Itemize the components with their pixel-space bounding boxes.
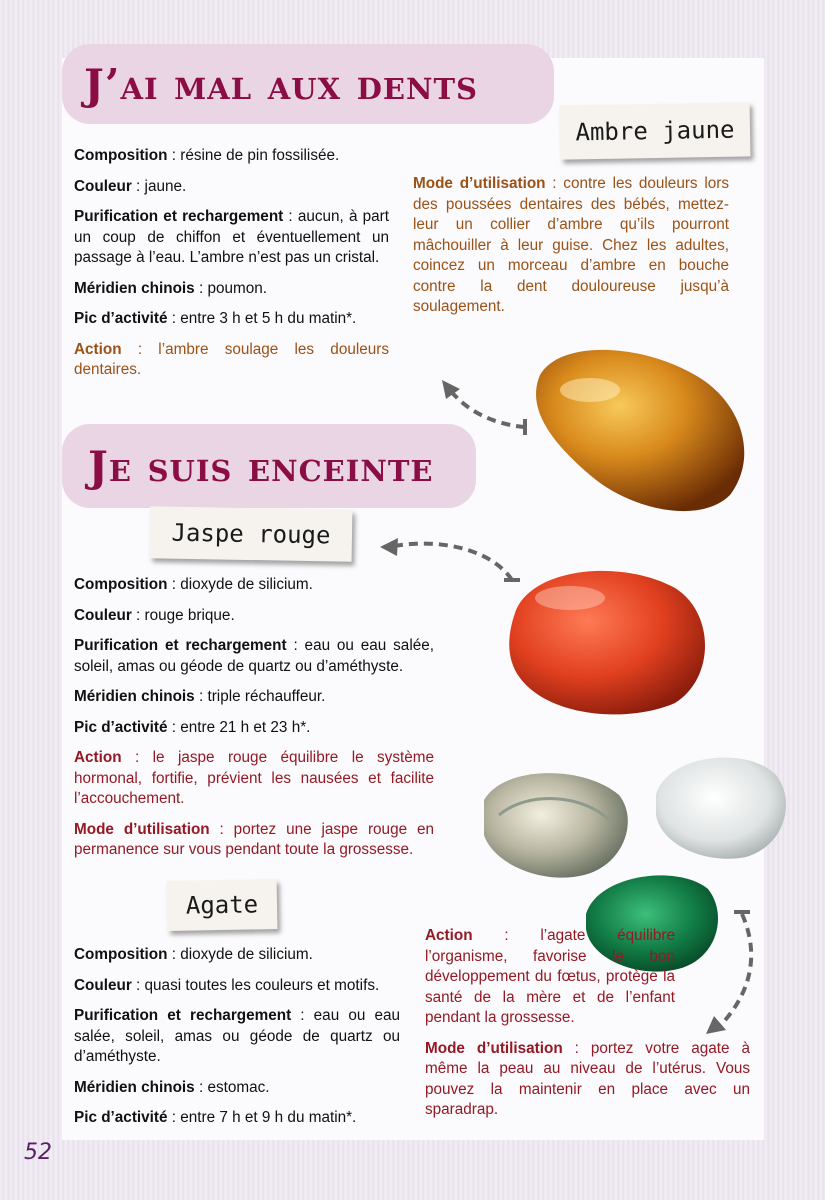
composition-line: Composition : dioxyde de silicium. — [74, 576, 313, 593]
color-line: Couleur : jaune. — [74, 177, 187, 195]
amber-stone-image — [520, 335, 760, 525]
action-line: Action : le jaspe rouge équilibre le système hormonal, fortifie, prévient les nausées et facilite l’accouchement. — [74, 749, 434, 807]
usage-line: Mode d’utilisation : portez une jaspe rouge en permanence sur vous pendant toute la grossesse. — [74, 820, 434, 858]
agate-white-stone-image — [646, 745, 796, 870]
amber-usage — [413, 174, 729, 328]
section-title: Je suis enceinte — [88, 441, 434, 491]
composition-line: Composition : dioxyde de silicium. — [74, 946, 313, 963]
peak-line: Pic d’activité : entre 21 h et 23 h*. — [74, 718, 311, 736]
peak-line: Pic d’activité : entre 3 h et 5 h du matin*. — [74, 310, 357, 327]
purification-line: Purification et rechargement : eau ou eau salée, soleil, amas ou géode de quartz ou d’améthyste. — [74, 637, 434, 675]
section-banner-teeth — [62, 44, 554, 124]
usage-line: Mode d’utilisation : portez votre agate à même la peau au niveau de l’utérus. Vous pouvez la maintenir en place avec un sparadrap. — [425, 1039, 750, 1118]
agate-properties — [74, 945, 400, 1139]
peak-line: Pic d’activité : entre 7 h et 9 h du matin*. — [74, 1109, 357, 1126]
page-number: 52 — [24, 1140, 52, 1165]
stone-label-jasper: Jaspe rouge — [150, 506, 353, 562]
jasper-stone-image — [500, 558, 720, 718]
section-banner-pregnant — [62, 424, 476, 508]
stone-label-agate: Agate — [167, 879, 278, 931]
section-title: J’ai mal aux dents — [84, 59, 478, 109]
action-line: Action : l’ambre soulage les douleurs dentaires. — [74, 340, 389, 378]
composition-line: Composition : résine de pin fossilisée. — [74, 147, 340, 164]
purification-line: Purification et rechargement : eau ou eau salée, soleil, amas ou géode de quartz ou d’améthyste. — [74, 1007, 400, 1065]
jasper-pointer-arrow — [372, 530, 532, 590]
amber-properties — [74, 146, 389, 391]
action-line: Action : l’agate équilibre l’organisme, favorise le bon développement du fœtus, protège la santé de la mère et de l’enfant pendant la grossesse. — [425, 927, 675, 1026]
purification-line: Purification et rechargement : aucun, à part un coup de chiffon et éventuellement un passage à l’eau. L’ambre n’est pas un cristal. — [74, 208, 389, 266]
amber-pointer-arrow — [430, 375, 550, 455]
meridian-line: Méridien chinois : triple réchauffeur. — [74, 688, 326, 705]
agate-pointer-arrow — [700, 900, 770, 1040]
color-line: Couleur : rouge brique. — [74, 606, 235, 624]
meridian-line: Méridien chinois : poumon. — [74, 279, 267, 297]
stone-label-amber: Ambre jaune — [560, 102, 751, 159]
meridian-line: Méridien chinois : estomac. — [74, 1078, 270, 1096]
jasper-properties — [74, 575, 434, 871]
color-line: Couleur : quasi toutes les couleurs et motifs. — [74, 976, 380, 994]
usage-line: Mode d’utilisation : contre les douleurs lors des poussées dentaires des bébés, mettez-leur un collier d’ambre qu’ils pourront mâchouiller à leur guise. Chez les adultes, coincez un morceau d’ambre en bouche contre la dent douloureuse jusqu’à soulagement. — [413, 175, 729, 315]
